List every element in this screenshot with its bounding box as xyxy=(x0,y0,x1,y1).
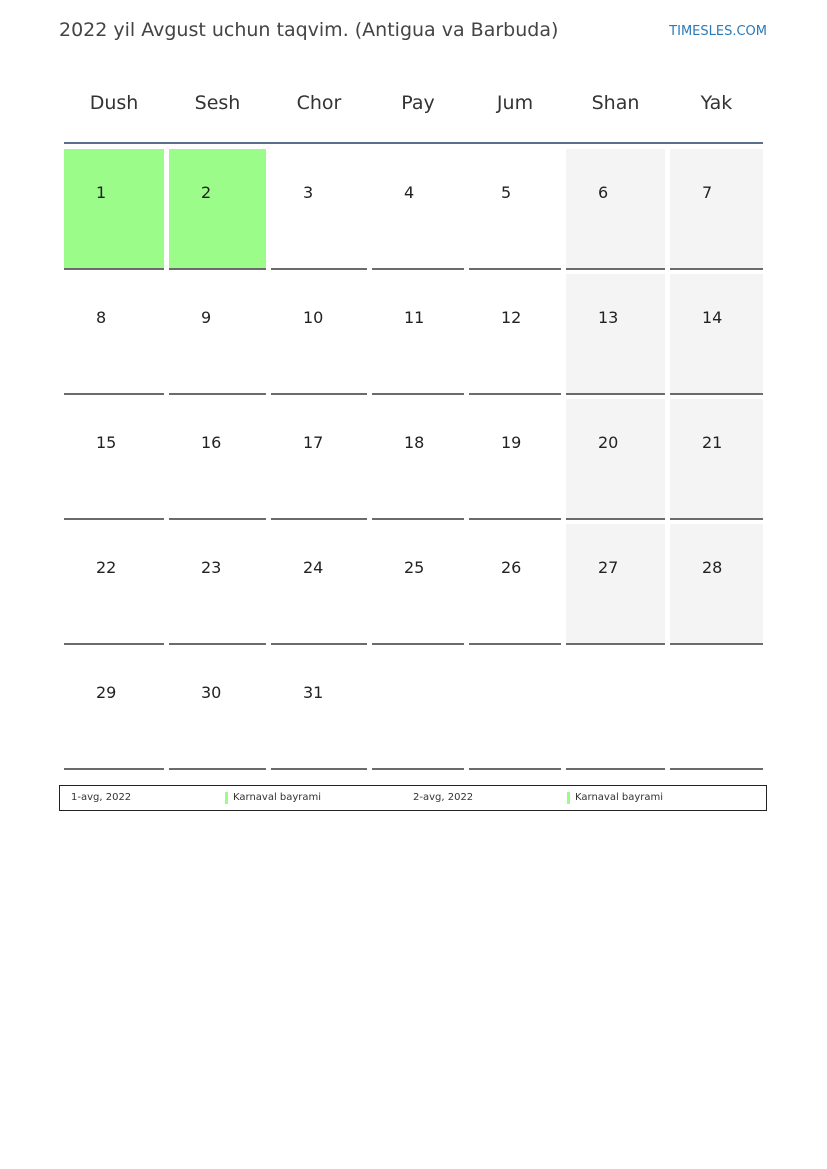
day-number: 22 xyxy=(96,558,117,577)
day-cell[interactable] xyxy=(469,274,561,395)
day-number: 3 xyxy=(303,183,314,202)
day-cell[interactable] xyxy=(670,274,763,395)
day-number: 30 xyxy=(201,683,222,702)
day-cell[interactable] xyxy=(64,274,164,395)
day-number: 24 xyxy=(303,558,324,577)
day-number: 19 xyxy=(501,433,522,452)
legend-holiday-name: Karnaval bayrami xyxy=(575,792,664,803)
day-number: 14 xyxy=(702,308,723,327)
day-cell[interactable] xyxy=(566,149,665,270)
legend-date: 1-avg, 2022 xyxy=(71,792,132,803)
day-number: 16 xyxy=(201,433,222,452)
day-cell[interactable] xyxy=(169,524,266,645)
day-cell[interactable] xyxy=(469,399,561,520)
day-number: 27 xyxy=(598,558,619,577)
legend-color-marker xyxy=(567,792,570,804)
day-number: 1 xyxy=(96,183,107,202)
day-cell[interactable] xyxy=(271,149,367,270)
site-link[interactable]: TIMESLES.COM xyxy=(669,24,767,39)
day-number: 20 xyxy=(598,433,619,452)
day-number: 12 xyxy=(501,308,522,327)
day-cell[interactable] xyxy=(372,524,464,645)
day-cell[interactable] xyxy=(566,399,665,520)
weekday-header-mon: Dush xyxy=(89,92,139,114)
day-number: 23 xyxy=(201,558,222,577)
day-cell[interactable] xyxy=(670,524,763,645)
day-cell[interactable] xyxy=(64,649,164,770)
day-cell[interactable] xyxy=(169,649,266,770)
day-cell[interactable] xyxy=(64,149,164,270)
day-number: 31 xyxy=(303,683,324,702)
day-number: 26 xyxy=(501,558,522,577)
header-divider xyxy=(64,142,763,144)
day-cell[interactable] xyxy=(372,274,464,395)
day-cell[interactable] xyxy=(169,274,266,395)
weekday-header-wed: Chor xyxy=(296,92,342,114)
day-number: 13 xyxy=(598,308,619,327)
day-cell[interactable] xyxy=(566,649,665,770)
day-number: 11 xyxy=(404,308,425,327)
day-cell[interactable] xyxy=(271,524,367,645)
day-cell[interactable] xyxy=(64,399,164,520)
day-cell[interactable] xyxy=(271,399,367,520)
day-cell[interactable] xyxy=(271,274,367,395)
weekday-header-fri: Jum xyxy=(496,92,534,114)
day-number: 2 xyxy=(201,183,212,202)
day-number: 6 xyxy=(598,183,609,202)
day-cell[interactable] xyxy=(566,524,665,645)
weekday-header-sun: Yak xyxy=(700,92,733,114)
legend-date: 2-avg, 2022 xyxy=(413,792,474,803)
day-number: 7 xyxy=(702,183,713,202)
day-cell[interactable] xyxy=(670,149,763,270)
day-number: 5 xyxy=(501,183,512,202)
day-cell[interactable] xyxy=(469,149,561,270)
day-cell[interactable] xyxy=(169,399,266,520)
legend-color-marker xyxy=(225,792,228,804)
day-cell[interactable] xyxy=(372,399,464,520)
weekday-header-row xyxy=(64,80,763,128)
day-cell[interactable] xyxy=(670,399,763,520)
day-number: 28 xyxy=(702,558,723,577)
day-cell[interactable] xyxy=(271,649,367,770)
day-number: 17 xyxy=(303,433,324,452)
page-title: 2022 yil Avgust uchun taqvim. (Antigua va Barbuda) xyxy=(59,19,559,41)
day-number: 15 xyxy=(96,433,117,452)
day-number: 4 xyxy=(404,183,415,202)
weekday-header-tue: Sesh xyxy=(194,92,241,114)
day-cell[interactable] xyxy=(64,524,164,645)
legend-holiday-name: Karnaval bayrami xyxy=(233,792,322,803)
day-cell[interactable] xyxy=(670,649,763,770)
day-number: 29 xyxy=(96,683,117,702)
day-cell[interactable] xyxy=(372,149,464,270)
day-cell[interactable] xyxy=(566,274,665,395)
day-number: 10 xyxy=(303,308,324,327)
holiday-legend xyxy=(59,785,767,811)
day-cell[interactable] xyxy=(169,149,266,270)
weekday-header-sat: Shan xyxy=(591,92,640,114)
day-cell[interactable] xyxy=(372,649,464,770)
day-number: 8 xyxy=(96,308,107,327)
day-cell[interactable] xyxy=(469,649,561,770)
day-number: 9 xyxy=(201,308,212,327)
day-cell[interactable] xyxy=(469,524,561,645)
weekday-header-thu: Pay xyxy=(401,92,435,114)
day-number: 21 xyxy=(702,433,723,452)
day-number: 18 xyxy=(404,433,425,452)
day-number: 25 xyxy=(404,558,425,577)
